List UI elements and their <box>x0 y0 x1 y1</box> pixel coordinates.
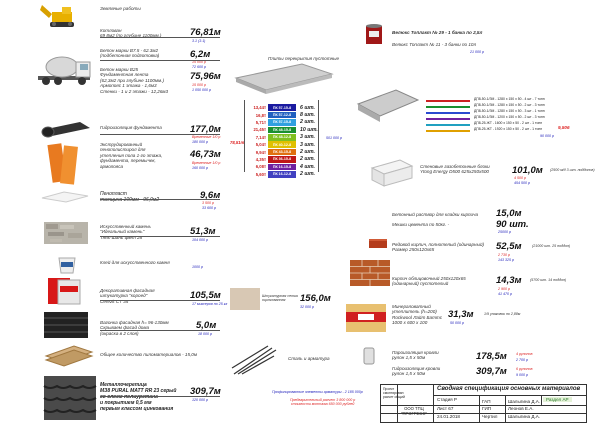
mortar-price: 25000 р <box>498 230 511 234</box>
stamp-date: 24.01.2018 <box>437 414 460 419</box>
rebar-label: Сталь и арматура <box>288 356 330 361</box>
cement-label: Мешки цемента по 50кг. - <box>392 222 450 227</box>
stamp-role: ГАП <box>482 399 491 404</box>
slab-type: ПК 16-15-8 <box>268 164 296 171</box>
item-label: Вагонка фасадная h= 96-130мм Скрываем фасад дома (окраска в 2 слоя) <box>100 320 169 336</box>
item-label: Пенопласт толщина 100мм - 96,0м2 <box>100 191 160 203</box>
slabs-title: Плиты перекрытия пустотные <box>268 56 340 61</box>
blocks-note: (2500 м/д 3 шт. поддонов) <box>550 168 595 172</box>
vapor-price: 2 700 р <box>516 358 528 362</box>
facing-brick-image <box>350 260 390 286</box>
item-value: 76,81м <box>190 27 221 38</box>
stamp-name: Шалыгина Д.А. <box>508 399 541 404</box>
item-value: 51,3м <box>190 226 216 237</box>
stamp-sheet: Лист 67 <box>437 406 454 411</box>
facing-brick-label: Кирпич облицовочный 250х120х65 (одинарный) пустотелый <box>392 276 466 287</box>
roof-waterproofing-label: Гидроизоляция кровли рулон 1,5 х 50м <box>392 366 441 377</box>
stamp-name: Шалыгина Д.А. <box>508 414 541 419</box>
slab-type: ПК 43-15-8 <box>268 149 296 156</box>
slab-quantity: 3 шт. <box>300 134 315 141</box>
slab-quantity: 2 шт. <box>300 119 315 126</box>
lintel-row: ДП8-50-1/ЗМ - 1200 х 150 х 50 - 2 шт - 3 тонн <box>474 115 545 119</box>
slab-weight: 13,44т <box>253 105 266 111</box>
mesh-label: Штукатурная сетка оцинкованная <box>262 294 298 303</box>
item-price: 1000 р <box>192 265 203 269</box>
slab-weight: 6,08т <box>255 164 266 170</box>
lintel-total: 9,506 <box>558 125 570 130</box>
slab-weight: 9,94т <box>255 149 266 155</box>
stamp-stage: Стадия Р <box>437 397 457 402</box>
color-bar-purple <box>426 118 470 120</box>
mesh-value: 156,0м <box>300 293 331 304</box>
item-unit-price: 15 000 р <box>192 60 206 64</box>
slab-quantity: 4 шт. <box>300 163 315 170</box>
slab-quantity: 2 шт. <box>300 149 315 156</box>
slab-row <box>244 163 320 170</box>
rebar-note: Профилированные элементы арматуры - 2 185 000р <box>272 390 363 394</box>
slab-row <box>244 119 320 126</box>
lintel-row: ДП8-25-ЖТ - 1600 х 150 х 50 - 2 шт - 1 тонн <box>474 121 543 125</box>
item-label: Металлочерепица МЗ8 PURAL MATT RR 23 серый со слоем полиуретана и покрытием 0,5 мм первым классом цинкования <box>100 382 177 412</box>
glue-bucket-image <box>56 254 78 274</box>
lintel-row: ДП8-25-ЖТ - 1920 х 150 х 50 - 2 шт - 1 тонн <box>474 127 543 131</box>
item-label: Экструдированный пенополистирол для утепления пола 1-го этажа, фундамента, перемычек, армопояса <box>100 142 163 169</box>
divider <box>100 199 220 200</box>
divider <box>100 60 220 61</box>
slab-row <box>244 126 320 133</box>
brick-unit-price: 2 730 р <box>498 253 510 257</box>
slabs-price: 501 000 р <box>326 136 342 140</box>
stamp-title: Сводная спецификация основных материалов <box>437 386 581 392</box>
item-unit-price: 15 000 р <box>192 83 206 87</box>
item-unit-price: Временные 1/0 р <box>192 161 221 165</box>
mortar-value: 15,0м <box>496 208 522 219</box>
item-label: Общее количество пиломатериалов - 15,0м <box>100 352 197 357</box>
paint-can-image <box>364 22 384 46</box>
slab-row <box>244 134 320 141</box>
slab-quantity: 3 шт. <box>300 141 315 148</box>
slab-row <box>244 111 320 118</box>
divider <box>100 330 220 331</box>
lintel-row: ДП8-50-1/ЗМ - 1280 х 150 х 50 - 4 шт - 7 тонн <box>474 97 545 101</box>
vapor-label: Пароизоляция кровли рулон 1,5 х 50м <box>392 350 439 361</box>
slab-quantity: 8 шт. <box>300 112 315 119</box>
item-price: 1 050 000 р <box>192 88 211 92</box>
item-value: 75,96м <box>190 71 221 82</box>
rebar-image <box>232 346 276 376</box>
slab-quantity: 2 шт. <box>300 171 315 178</box>
waterproofing-roll-image <box>40 118 92 138</box>
divider <box>100 396 220 397</box>
slab-row <box>244 104 320 111</box>
varnish-price: 21 000 р <box>470 50 484 54</box>
slabs-total: 78,51т <box>230 140 245 145</box>
facing-brick-price: 41 470 р <box>498 292 512 296</box>
brick-note: (21000 шт. 25 поддон) <box>532 244 571 248</box>
bracket-line <box>244 100 245 172</box>
facade-siding-image <box>44 312 88 338</box>
item-value: 5,0м <box>196 320 217 331</box>
item-price: 180 000 р <box>192 140 208 144</box>
facing-brick-note: (5700 шт. 14 поддон) <box>530 278 567 282</box>
stamp-name: Леонов Е.А. <box>508 406 534 411</box>
blocks-value: 101,0м <box>512 165 543 176</box>
slab-quantity: 2 шт. <box>300 156 315 163</box>
excavator-image <box>40 2 90 28</box>
roof-waterproofing-rolls: 6 рулонов <box>516 367 533 371</box>
concrete-mixer-image <box>36 50 92 88</box>
item-value: 105,5м <box>190 290 221 301</box>
item-label: Котлован 69 8м2 (по глубине 1100мм.) <box>100 28 162 39</box>
slab-weight: 21,45т <box>253 127 266 133</box>
item-price: 160 000 р <box>192 166 208 170</box>
mineral-wool-note: 1/9 упаковок по 2,88м <box>484 312 521 316</box>
item-price: 104 000 р <box>192 238 208 242</box>
color-bar-yellow <box>426 130 470 132</box>
plaster-bag-image <box>46 276 82 306</box>
title-block <box>380 384 587 423</box>
item-price: 17 миксеров по 25 кг <box>192 302 228 306</box>
slab-type: ПК 40-12-8 <box>268 141 296 148</box>
brick-price: 143 325 р <box>498 258 514 262</box>
item-label: Искусственный камень "Идеальный камень" Тянь-Шань цвет 28 <box>100 224 151 240</box>
stamp-role: ГИП <box>482 406 492 411</box>
mineral-wool-price: 50 000 р <box>450 321 464 325</box>
varnish-11: Велюкс Топлакт № 11 - 3 банки по 10л <box>392 42 477 47</box>
item-price: 3.1 (3.1) <box>192 39 206 43</box>
slab-quantity: 10 шт. <box>300 126 318 133</box>
slab-weight: 5,71т <box>255 119 266 125</box>
divider <box>100 236 220 237</box>
aerated-block-image <box>370 158 414 188</box>
item-value: 9,6м <box>200 190 221 201</box>
artificial-stone-image <box>44 222 88 244</box>
varnish-29: Велюкс Топлакт № 29 - 1 банка по 2,5л <box>392 30 483 35</box>
color-bar-blue <box>426 112 470 114</box>
mortar-label: Бетонный раствор для кладки кирпича <box>392 212 479 217</box>
lintel-price: 90 000 р <box>540 134 554 138</box>
slab-weight: 4,35т <box>255 156 266 162</box>
roof-waterproofing-price: 9 000 р <box>516 373 528 377</box>
item-label: Бетон марки В7.5 - 62.3м2 (подбетонная подготовка) <box>100 48 160 59</box>
divider <box>100 37 220 38</box>
stamp-role: Чертил <box>482 414 498 419</box>
slab-type: ПК 48-12-8 <box>268 134 296 141</box>
slab-weight: 5,04т <box>255 142 266 148</box>
bracket-line <box>318 100 319 172</box>
item-price: 18 000 р <box>198 332 212 336</box>
item-value: 6,2м <box>190 49 211 60</box>
mineral-wool-value: 31,3м <box>448 309 474 320</box>
slab-row <box>244 141 320 148</box>
blocks-price: 454 500 р <box>514 181 530 185</box>
solid-brick-image <box>368 236 388 250</box>
item-label: Бетон марки В25 Фундаментная лента (62,3м2 при глубине 1100мм.) Армопояс 1 этажа - 1,6м3 Стенки - 1 и 2 этажи - 12,26м3 <box>100 67 169 94</box>
item-label: Земляные работы <box>100 6 141 11</box>
vapor-value: 178,5м <box>476 351 507 362</box>
slab-weight: 5,60т <box>255 171 266 177</box>
slab-quantity: 6 шт. <box>300 104 315 111</box>
blocks-label: Стеновые газобетонные блоки Ytong Energy D500 625х250х500 <box>420 164 490 175</box>
item-value: 46,73м <box>190 149 221 160</box>
facing-brick-value: 14,3м <box>496 275 522 286</box>
divider <box>100 134 220 135</box>
stamp-company: ООО ТПЦ "ПРОГРЕСС" <box>401 406 427 416</box>
slab-type: ПК 57-15-8 <box>268 119 296 126</box>
divider <box>100 300 220 301</box>
color-bar-cyan <box>426 124 470 126</box>
item-price: 72 600 р <box>192 65 206 69</box>
item-price: 120 000 р <box>192 398 208 402</box>
lumber-image <box>44 344 94 366</box>
slab-type: ПК 57-15-8 <box>268 104 296 111</box>
color-bar-red <box>426 100 470 102</box>
blocks-unit-price: 4 500 р <box>514 176 526 180</box>
facing-brick-unit-price: 2 900 р <box>498 287 510 291</box>
slab-row <box>244 171 320 178</box>
slab-weight: 7,14т <box>255 134 266 140</box>
stamp-side-note: Проект смонтирован расчет общий <box>383 387 405 399</box>
brick-value: 52,5м <box>496 241 522 252</box>
hollow-slab-image <box>232 60 334 96</box>
item-label: Клей для искусственного камня <box>100 260 170 265</box>
item-price: 33 600 р <box>202 206 216 210</box>
mineral-wool-image <box>344 298 388 334</box>
slab-weight: 16,8т <box>255 112 266 118</box>
item-unit-price: 3 500 р <box>202 201 214 205</box>
vapor-rolls: 4 рулонов <box>516 352 533 356</box>
vapor-roll-image <box>362 346 376 366</box>
lintel-row: ДП8-50-1/ЗМ - 1280 х 150 х 50 - 2 шт - 3 тонн <box>474 103 545 107</box>
item-value: 177,0м <box>190 124 221 135</box>
slab-type: ПК 57-12-8 <box>268 112 296 119</box>
total-note: Предварительный расчет 3 800 000 р стоимости монтажа 650 000 рублей <box>290 398 356 407</box>
color-bar-green <box>426 106 470 108</box>
plaster-mesh-image <box>230 288 260 310</box>
slab-type: ПК 48-15-8 <box>268 127 296 134</box>
item-label: Декоративная фасадная штукатурка "короед" Cerezit CT 35 <box>100 288 155 304</box>
lintel-beams-image <box>356 86 420 126</box>
slab-row <box>244 156 320 163</box>
slab-type: ПК 16-12-8 <box>268 171 296 178</box>
metal-roof-image <box>44 376 96 420</box>
roof-waterproofing-value: 309,7м <box>476 366 507 377</box>
item-unit-price: Временные 1/0 р <box>192 135 221 139</box>
stamp-section: Раздел АР <box>543 397 572 402</box>
foam-board-image <box>40 190 90 204</box>
cement-value: 90 шт. <box>496 219 529 230</box>
slab-type: ПК 36-15-8 <box>268 156 296 163</box>
brick-label: Рядовой кирпич, полнотелый (одинарный) Размер 250х120х65 <box>392 242 485 253</box>
mesh-price: 32 000 р <box>300 305 314 309</box>
item-value: 309,7м <box>190 386 221 397</box>
lintel-row: ДП8-50-1/ЗМ - 1280 х 150 х 50 - 3 шт - 1 тонн <box>474 109 545 113</box>
eps-boards-image <box>46 140 86 188</box>
slab-row <box>244 148 320 155</box>
mineral-wool-label: Минераловатный утеплитель (h=200) Rockwool Лайт Баттс 1000 х 600 х 100 <box>392 304 442 326</box>
item-label: Гидроизоляция фундамента <box>100 125 162 130</box>
